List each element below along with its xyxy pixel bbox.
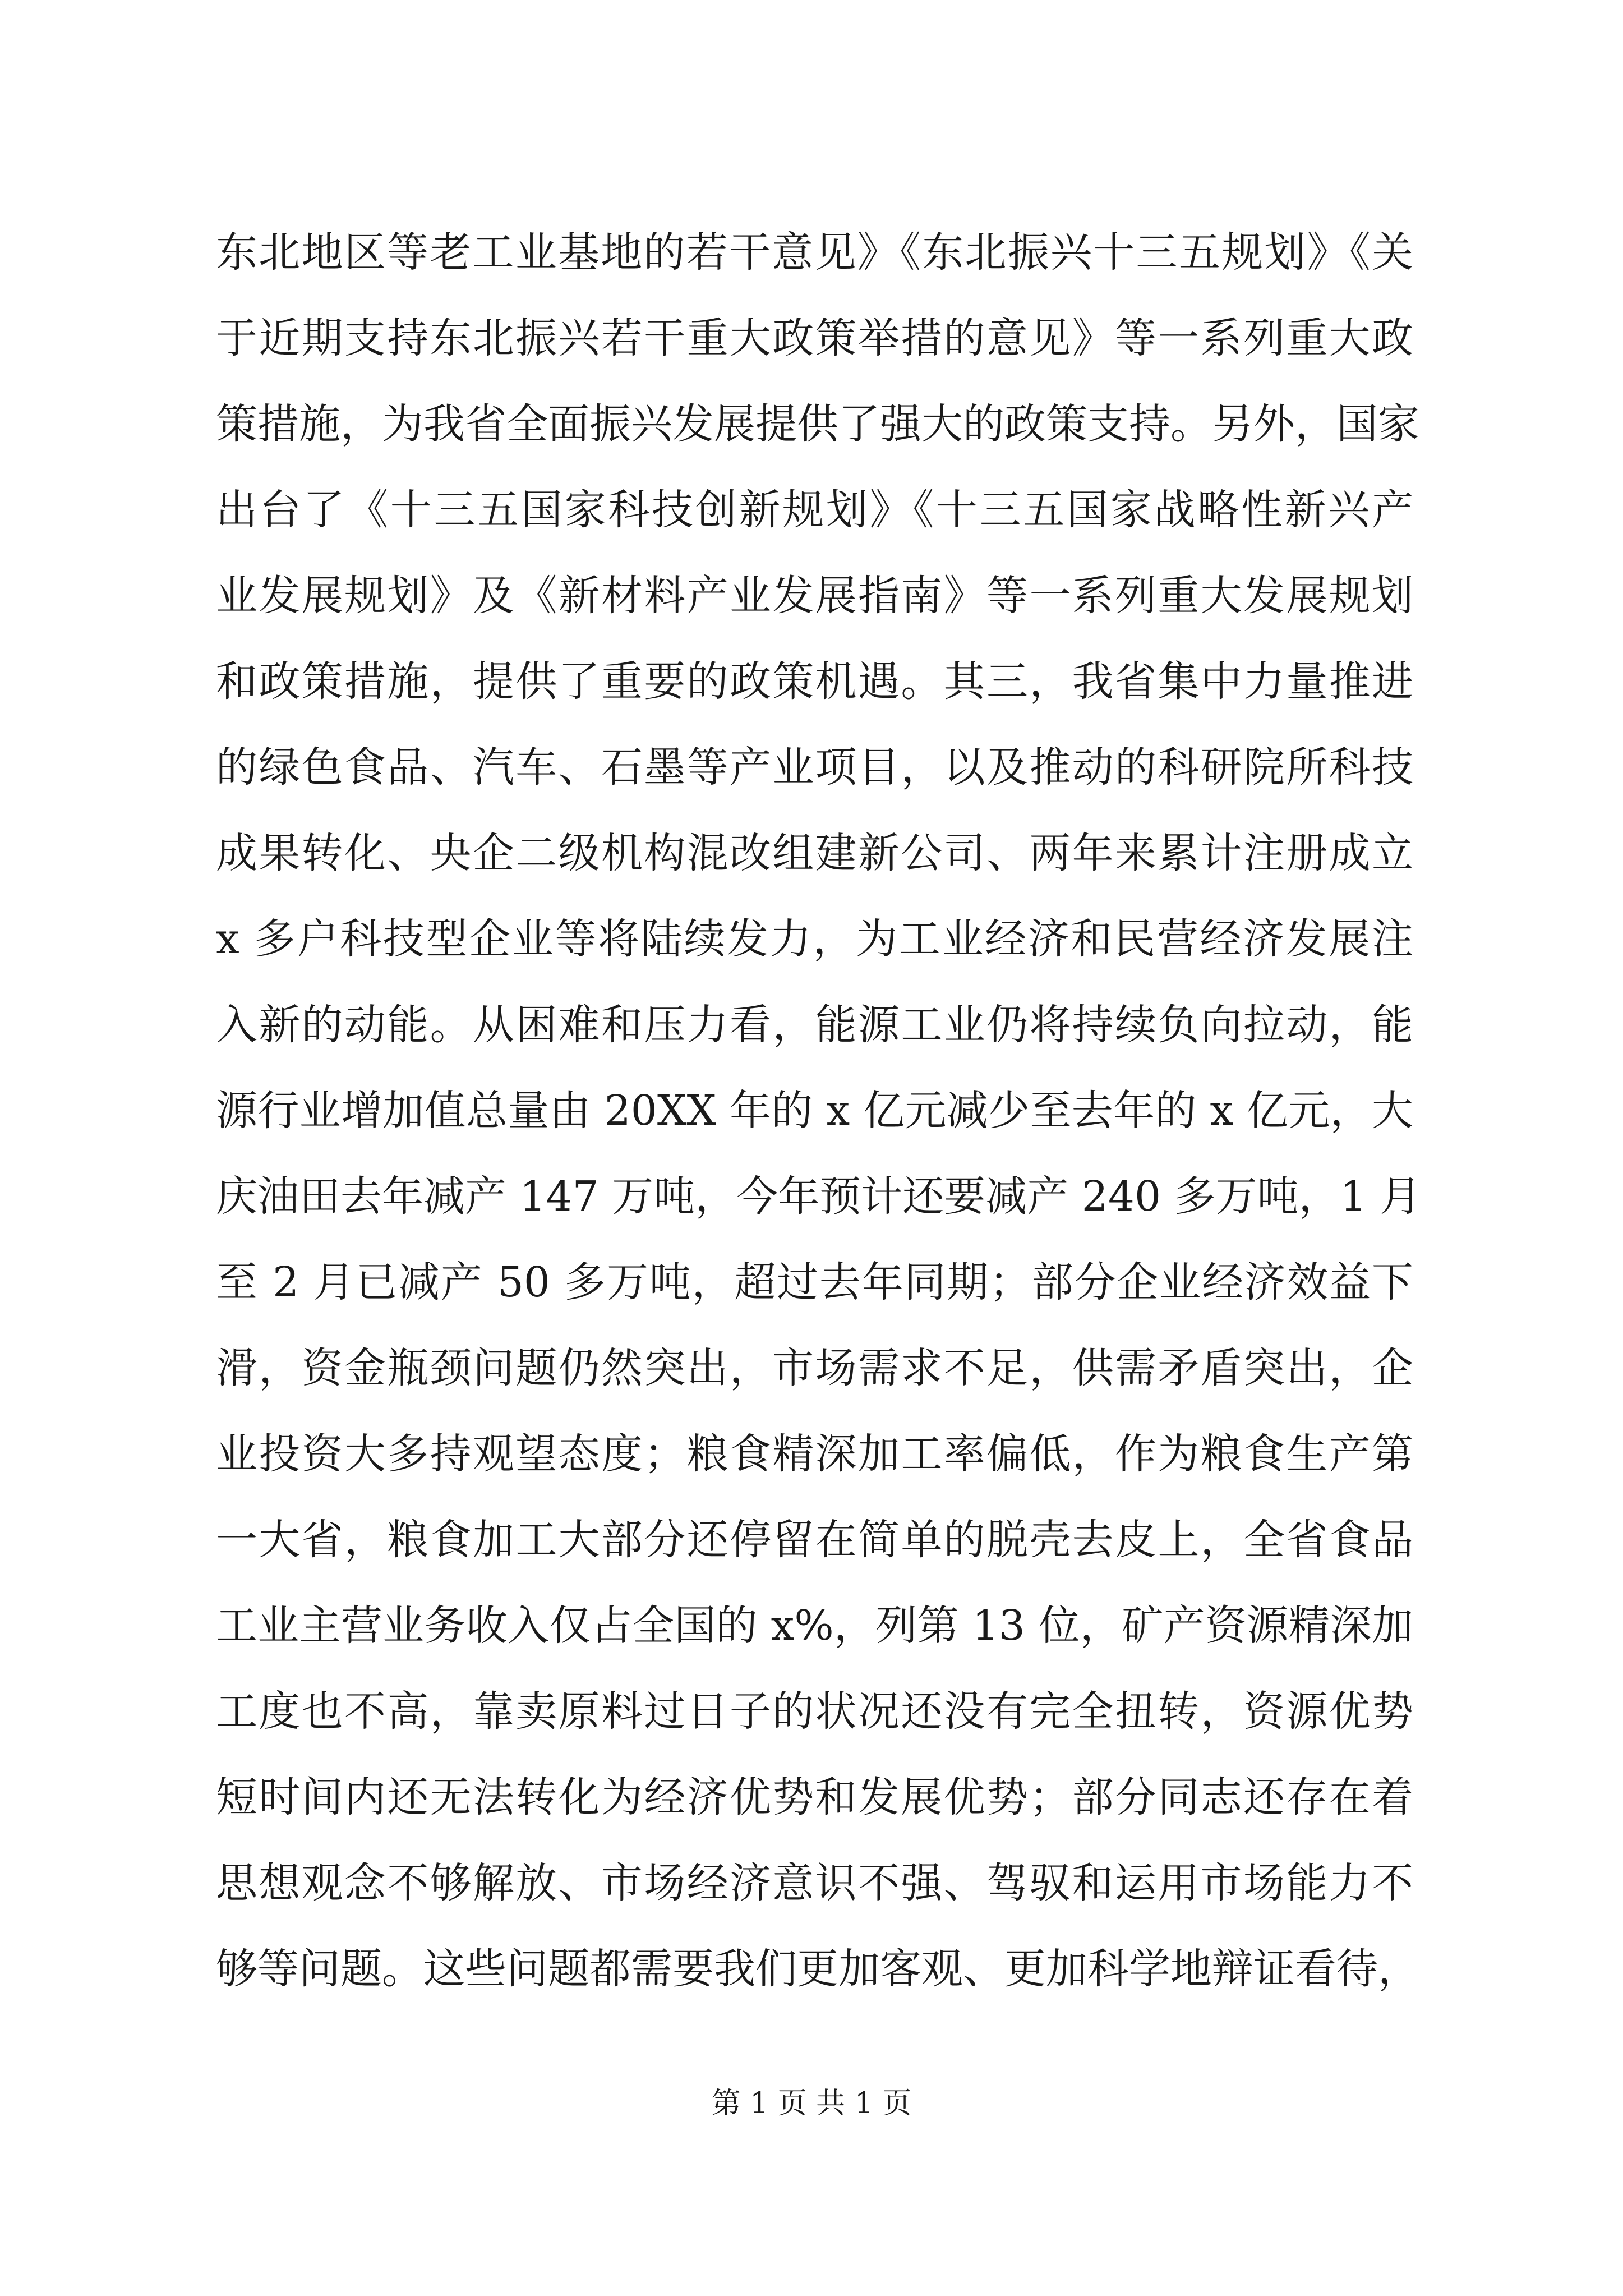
text-line: 的绿色食品、汽车、石墨等产业项目，以及推动的科研院所科技 xyxy=(216,743,1413,792)
text-line: 够等问题。这些问题都需要我们更加客观、更加科学地辩证看待， xyxy=(216,1945,1419,1993)
text-line: 工业主营业务收入仅占全国的 x%，列第 13 位，矿产资源精深加 xyxy=(216,1602,1413,1650)
text-line: 工度也不高，靠卖原料过日子的状况还没有完全扭转，资源优势 xyxy=(216,1687,1413,1736)
text-line: 滑，资金瓶颈问题仍然突出，市场需求不足，供需矛盾突出，企 xyxy=(216,1344,1413,1392)
text-line: 出台了《十三五国家科技创新规划》《十三五国家战略性新兴产 xyxy=(216,486,1413,534)
text-line: 于近期支持东北振兴若干重大政策举措的意见》等一系列重大政 xyxy=(216,314,1413,362)
text-line: 和政策措施，提供了重要的政策机遇。其三，我省集中力量推进 xyxy=(216,657,1413,706)
text-line: 思想观念不够解放、市场经济意识不强、驾驭和运用市场能力不 xyxy=(216,1859,1413,1907)
text-line: 东北地区等老工业基地的若干意见》《东北振兴十三五规划》《关 xyxy=(216,228,1413,277)
text-line: 入新的动能。从困难和压力看，能源工业仍将持续负向拉动，能 xyxy=(216,1001,1413,1049)
text-line: 一大省，粮食加工大部分还停留在简单的脱壳去皮上，全省食品 xyxy=(216,1516,1413,1564)
text-line: 至 2 月已减产 50 多万吨，超过去年同期；部分企业经济效益下 xyxy=(216,1258,1413,1306)
text-line: 业投资大多持观望态度；粮食精深加工率偏低，作为粮食生产第 xyxy=(216,1430,1413,1478)
text-line: 短时间内还无法转化为经济优势和发展优势；部分同志还存在着 xyxy=(216,1773,1413,1821)
page-footer: 第 1 页 共 1 页 xyxy=(711,2087,912,2120)
text-line: 业发展规划》及《新材料产业发展指南》等一系列重大发展规划 xyxy=(216,572,1413,620)
text-line: 源行业增加值总量由 20XX 年的 x 亿元减少至去年的 x 亿元，大 xyxy=(216,1087,1413,1135)
text-line: 庆油田去年减产 147 万吨，今年预计还要减产 240 多万吨，1 月 xyxy=(216,1172,1422,1221)
text-line: 成果转化、央企二级机构混改组建新公司、两年来累计注册成立 xyxy=(216,829,1413,877)
text-line: x 多户科技型企业等将陆续发力，为工业经济和民营经济发展注 xyxy=(216,915,1413,963)
text-line: 策措施，为我省全面振兴发展提供了强大的政策支持。另外，国家 xyxy=(216,400,1419,448)
